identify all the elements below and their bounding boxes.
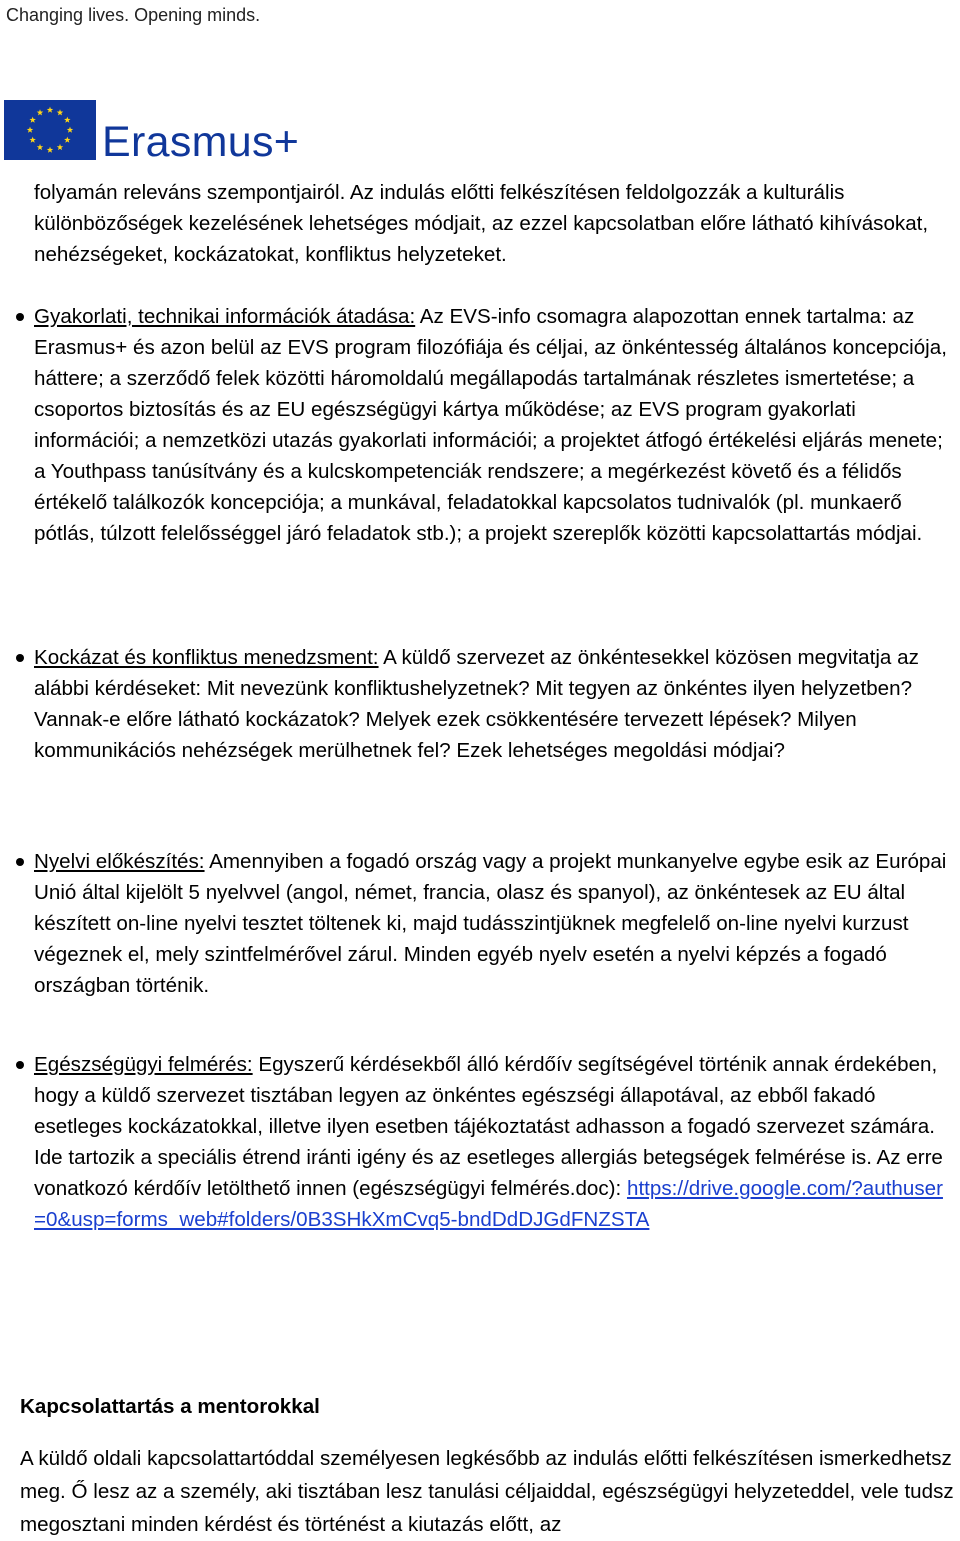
bullet-text: A küldő szervezet az önkéntesekkel közösen megvitatja az alábbi kérdéseket: Mit nevezünk konfliktushelyzetnek? Mit tegyen az önkéntes ilyen helyzetben? Vannak-e előre látható kockázatok? Melyek ezek csökkentésére tervezett lépések? Milyen kommunikációs nehézségek merülhetnek fel? Ezek lehetséges megoldási módjai? — [34, 646, 919, 762]
bullet-title: Gyakorlati, technikai információk átadása: — [34, 305, 416, 328]
bullet-icon — [16, 313, 24, 321]
intro-paragraph: folyamán releváns szempontjairól. Az indulás előtti felkészítésen feldolgozzák a kulturális különbözőségek kezelésének lehetséges módjait, az ezzel kapcsolatban előre látható kihívásokat, nehézségeket, kockázatokat, konfliktus helyzeteket. — [34, 181, 929, 266]
bullet-title: Kockázat és konfliktus menedzsment: — [34, 646, 379, 669]
bullet-title: Nyelvi előkészítés: — [34, 850, 205, 873]
bullet-text: Amennyiben a fogadó ország vagy a projekt munkanyelve egybe esik az Európai Unió által kijelölt 5 nyelvvel (angol, német, francia, olasz és spanyol), az önkéntesek az EU által készített on-line nyelvi tesztet töltenek ki, majd tudásszintjüknek megfelelő on-line nyelvi kurzust végeznek el, mely szintfelmérővel zárul. Minden egyéb nyelv esetén a nyelvi képzés a fogadó országban történik. — [34, 850, 947, 997]
bullet-text: Egyszerű kérdésekből álló kérdőív segítségével történik annak érdekében, hogy a küldő szervezet tisztában legyen az önkéntes egészségi állapotával, az ebből fakadó esetleges kockázatokkal, illetve ilyen esetben tájékoztatást adhasson a fogadó szervezet számára. Ide tartozik a speciális étrend iránti igény és az esetleges allergiás betegségek felmérése is. Az erre vonatkozó kérdőív letölthető innen (egészségügyi felmérés.doc): — [34, 1053, 943, 1200]
bullet-text: Az EVS-info csomagra alapozottan ennek tartalma: az Erasmus+ és azon belül az EVS program filozófiája és céljai, az önkéntesség általános koncepciója, háttere; a szerződő felek közötti háromoldalú megállapodás tartalmának részletes ismertetése; a csoportos biztosítás és az EU egészségügyi kártya működése; az EVS program gyakorlati információi; a nemzetközi utazás gyakorlati információi; a projektet átfogó értékelési eljárás menete; a Youthpass tanúsítvány és a kulcskompetenciák rendszere; a megérkezést követő és a félidős értékelő találkozók koncepciója; a munkával, feladatokkal kapcsolatos tudnivalók (pl. munkaerő pótlás, túlzott felelősséggel járó feladatok stb.); a projekt szereplők közötti kapcsolattartás módjai. — [34, 305, 947, 545]
bullet-item-risk-management — [34, 642, 954, 766]
bullet-item-health-survey — [34, 1049, 954, 1235]
bullet-item-language-preparation — [34, 846, 954, 1001]
section-body: A küldő oldali kapcsolattartóddal személyesen legkésőbb az indulás előtti felkészítésen ismerkedhetsz meg. Ő lesz az a személy, aki tisztában lesz tanulási céljaiddal, egészségügyi helyzeteddel, vele tudsz megosztani minden kérdést és történést a kiutazás előtt, az — [20, 1447, 954, 1536]
bullet-icon — [16, 858, 24, 866]
health-survey-link[interactable]: https://drive.google.com/?authuser=0&usp=forms_web#folders/0B3SHkXmCvq5-bndDdDJGdFNZSTA — [34, 1177, 943, 1231]
erasmus-logo-text: Erasmus+ — [102, 118, 300, 166]
bullet-item-practical-info — [34, 301, 954, 549]
bullet-title: Egészségügyi felmérés: — [34, 1053, 253, 1076]
header-tagline: Changing lives. Opening minds. — [6, 5, 261, 25]
bullet-icon — [16, 1061, 24, 1069]
section-heading: Kapcsolattartás a mentorokkal — [20, 1395, 320, 1418]
bullet-icon — [16, 654, 24, 662]
